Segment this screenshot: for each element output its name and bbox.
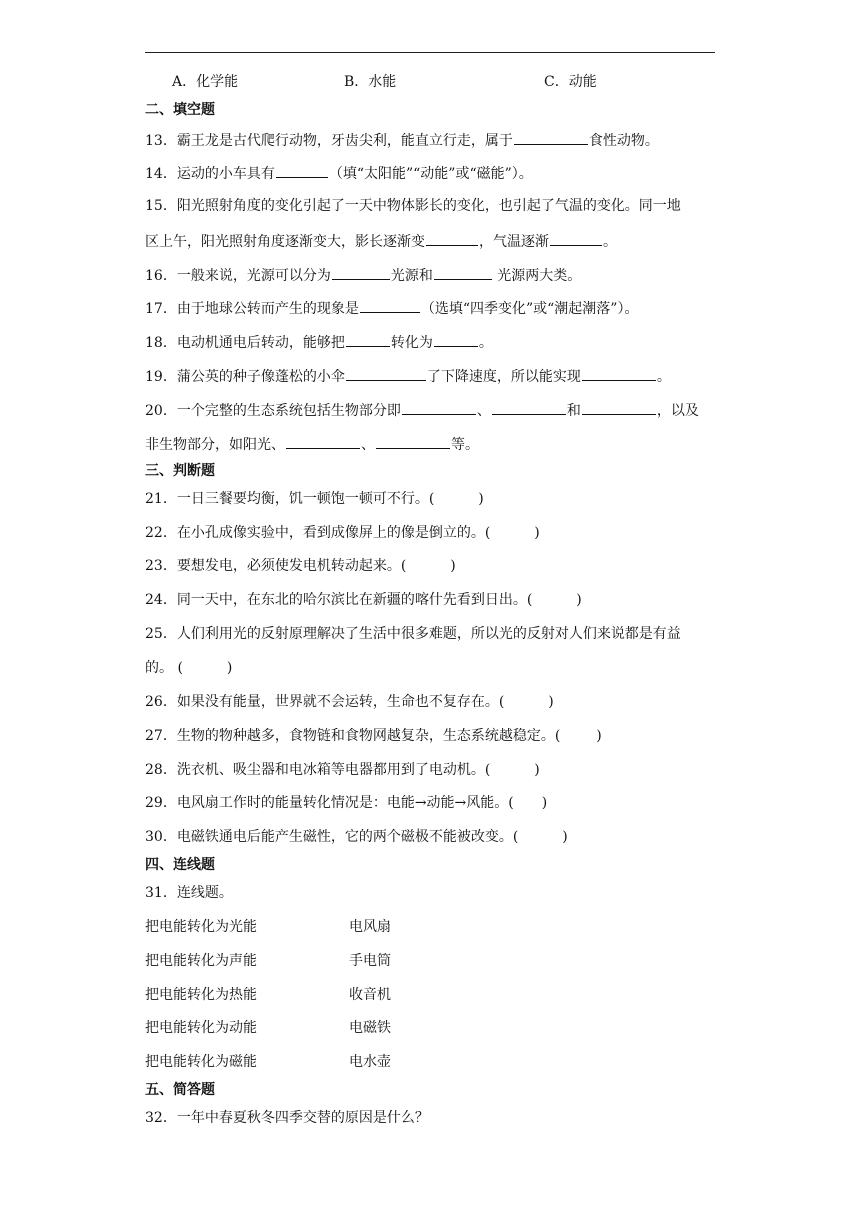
question-13: 13．霸王龙是古代爬行动物，牙齿尖利，能直立行走，属于 食性动物。 (145, 130, 659, 150)
answer-blank (276, 163, 328, 178)
match-left-item: 把电能转化为热能 (145, 987, 257, 1003)
answer-blank (582, 400, 656, 415)
question-32: 32．一年中春夏秋冬四季交替的原因是什么？ (145, 1110, 429, 1126)
section-heading-short: 五、简答题 (145, 1082, 215, 1098)
question-25-line-1: 25．人们利用光的反射原理解决了生活中很多难题，所以光的反射对人们来说都是有益 (145, 626, 681, 642)
match-right-item: 电风扇 (349, 919, 391, 935)
question-24: 24．同一天中，在东北的哈尔滨比在新疆的喀什先看到日出。( ) (145, 592, 582, 608)
question-17: 17．由于地球公转而产生的现象是 （选填“四季变化”或“潮起潮落”）。 (145, 298, 638, 318)
question-21: 21．一日三餐要均衡，饥一顿饱一顿可不行。( ) (145, 491, 484, 507)
answer-blank (492, 400, 566, 415)
answer-blank (376, 434, 450, 449)
answer-blank (434, 332, 478, 347)
question-15-line-2: 区上午，阳光照射角度逐渐变大，影长逐渐变 ，气温逐渐 。 (145, 231, 617, 251)
question-31: 31．连线题。 (145, 885, 233, 901)
answer-blank (434, 265, 492, 280)
question-25-line-2: 的。 ( ) (145, 660, 233, 676)
question-20-line-2: 非生物部分，如阳光、 、 等。 (145, 434, 479, 454)
match-left-item: 把电能转化为声能 (145, 953, 257, 969)
option-b: B．水能 (344, 74, 397, 90)
section-heading-match: 四、连线题 (145, 857, 215, 873)
header-rule (145, 52, 715, 53)
answer-blank (332, 265, 390, 280)
answer-blank (286, 434, 360, 449)
option-a: A．化学能 (172, 74, 239, 90)
question-28: 28．洗衣机、吸尘器和电冰箱等电器都用到了电动机。( ) (145, 762, 540, 778)
match-left-item: 把电能转化为动能 (145, 1020, 257, 1036)
question-26: 26．如果没有能量，世界就不会运转，生命也不复存在。( ) (145, 694, 554, 710)
question-14: 14．运动的小车具有 （填“太阳能”“动能”或“磁能”）。 (145, 163, 533, 183)
question-23: 23．要想发电，必须使发电机转动起来。( ) (145, 558, 456, 574)
question-15-line-1: 15．阳光照射角度的变化引起了一天中物体影长的变化，也引起了气温的变化。同一地 (145, 198, 681, 214)
match-right-item: 手电筒 (349, 953, 391, 969)
match-right-item: 电水壶 (349, 1054, 391, 1070)
answer-blank (582, 366, 656, 381)
match-right-item: 电磁铁 (349, 1020, 391, 1036)
section-heading-fill: 二、填空题 (145, 102, 215, 118)
question-29: 29．电风扇工作时的能量转化情况是：电能→动能→风能。( ) (145, 795, 548, 811)
answer-blank (360, 298, 420, 313)
answer-blank (426, 231, 478, 246)
match-right-item: 收音机 (349, 987, 391, 1003)
match-left-item: 把电能转化为光能 (145, 919, 257, 935)
question-18: 18．电动机通电后转动，能够把 转化为 。 (145, 332, 493, 352)
match-left-item: 把电能转化为磁能 (145, 1054, 257, 1070)
question-22: 22．在小孔成像实验中，看到成像屏上的像是倒立的。( ) (145, 525, 540, 541)
question-19: 19．蒲公英的种子像蓬松的小伞 了下降速度，所以能实现 。 (145, 366, 671, 386)
question-27: 27．生物的物种越多，食物链和食物网越复杂，生态系统越稳定。( ) (145, 728, 602, 744)
question-30: 30．电磁铁通电后能产生磁性，它的两个磁极不能被改变。( ) (145, 829, 568, 845)
answer-blank (550, 231, 602, 246)
answer-blank (514, 130, 588, 145)
answer-blank (402, 400, 476, 415)
section-heading-judge: 三、判断题 (145, 463, 215, 479)
answer-blank (346, 366, 426, 381)
question-20-line-1: 20．一个完整的生态系统包括生物部分即 、 和 ，以及 (145, 400, 699, 420)
option-c: C．动能 (544, 74, 597, 90)
answer-blank (346, 332, 390, 347)
question-16: 16．一般来说，光源可以分为 光源和 光源两大类。 (145, 265, 581, 285)
